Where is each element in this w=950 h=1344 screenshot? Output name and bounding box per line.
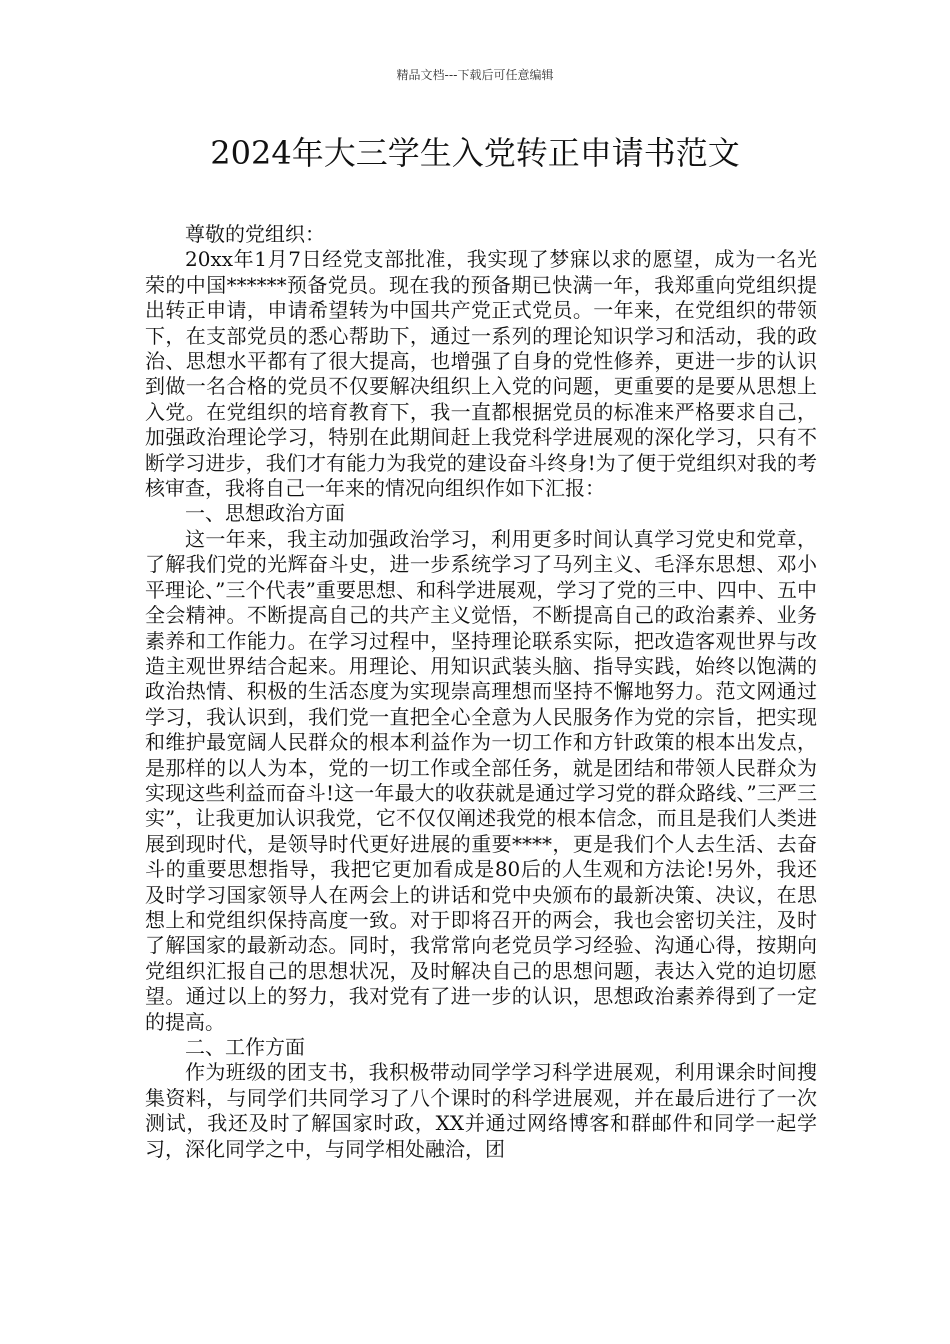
header-watermark: 精品文档---下载后可任意编辑: [396, 68, 554, 82]
section-heading-political: 一、思想政治方面: [185, 501, 345, 526]
salutation: 尊敬的党组织：: [185, 222, 325, 246]
paragraph-intro: 20xx年1月7日经党支部批准，我实现了梦寐以求的愿望，成为一名光荣的中国******预备党员。现在我的预备期已快满一年，我郑重向党组织提出转正申请，申请希望转为中国共产党正式党员。一年来，在党组织的带领下，在支部党员的悉心帮助下，通过一系列的理论知识学习和活动，我的政治、思想水平都有了很大提高，也增强了自身的党性修养，更进一步的认识到做一名合格的党员不仅要解决组织上入党的问题，更重要的是要从思想上入党。在党组织的培育教育下，我一直都根据党员的标准来严格要求自己，加强政治理论学习，特别在此期间赶上我党科学进展观的深化学习，只有不断学习进步，我们才有能力为我党的建设奋斗终身!为了便于党组织对我的考核审查，我将自己一年来的情况向组织作如下汇报：: [145, 247, 817, 501]
section-heading-work: 二、工作方面: [185, 1035, 305, 1059]
document-body: [145, 222, 817, 1162]
document-title: 2024年大三学生入党转正申请书范文: [210, 134, 740, 172]
paragraph-political: 这一年来，我主动加强政治学习，利用更多时间认真学习党史和党章，了解我们党的光辉奋斗史，进一步系统学习了马列主义、毛泽东思想、邓小平理论、”三个代表”重要思想、和科学进展观，学习了党的三中、四中、五中全会精神。不断提高自己的共产主义觉悟，不断提高自己的政治素养、业务素养和工作能力。在学习过程中，坚持理论联系实际，把改造客观世界与改造主观世界结合起来。用理论、用知识武装头脑、指导实践，始终以饱满的政治热情、积极的生活态度为实现崇高理想而坚持不懈地努力。范文网通过学习，我认识到，我们党一直把全心全意为人民服务作为党的宗旨，把实现和维护最宽阔人民群众的根本利益作为一切工作和方针政策的根本出发点，是那样的以人为本，党的一切工作或全部任务，就是团结和带领人民群众为实现这些利益而奋斗!这一年最大的收获就是通过学习党的群众路线、”三严三实”，让我更加认识我党，它不仅仅阐述我党的根本信念，而且是我们人类进展到现时代，是领导时代更好进展的重要****，更是我们个人去生活、去奋斗的重要思想指导，我把它更加看成是80后的人生观和方法论!另外，我还及时学习国家领导人在两会上的讲话和党中央颁布的最新决策、决议，在思想上和党组织保持高度一致。对于即将召开的两会，我也会密切关注，及时了解国家的最新动态。同时，我常常向老党员学习经验、沟通心得，按期向党组织汇报自己的思想状况，及时解决自己的思想问题，表达入党的迫切愿望。通过以上的努力，我对党有了进一步的认识，思想政治素养得到了一定的提高。: [145, 526, 817, 1034]
paragraph-work: 作为班级的团支书，我积极带动同学学习科学进展观，利用课余时间搜集资料，与同学们共同学习了八个课时的科学进展观，并在最后进行了一次测试，我还及时了解国家时政，XX并通过网络博客和群邮件和同学一起学习，深化同学之中，与同学相处融洽，团: [145, 1060, 817, 1161]
